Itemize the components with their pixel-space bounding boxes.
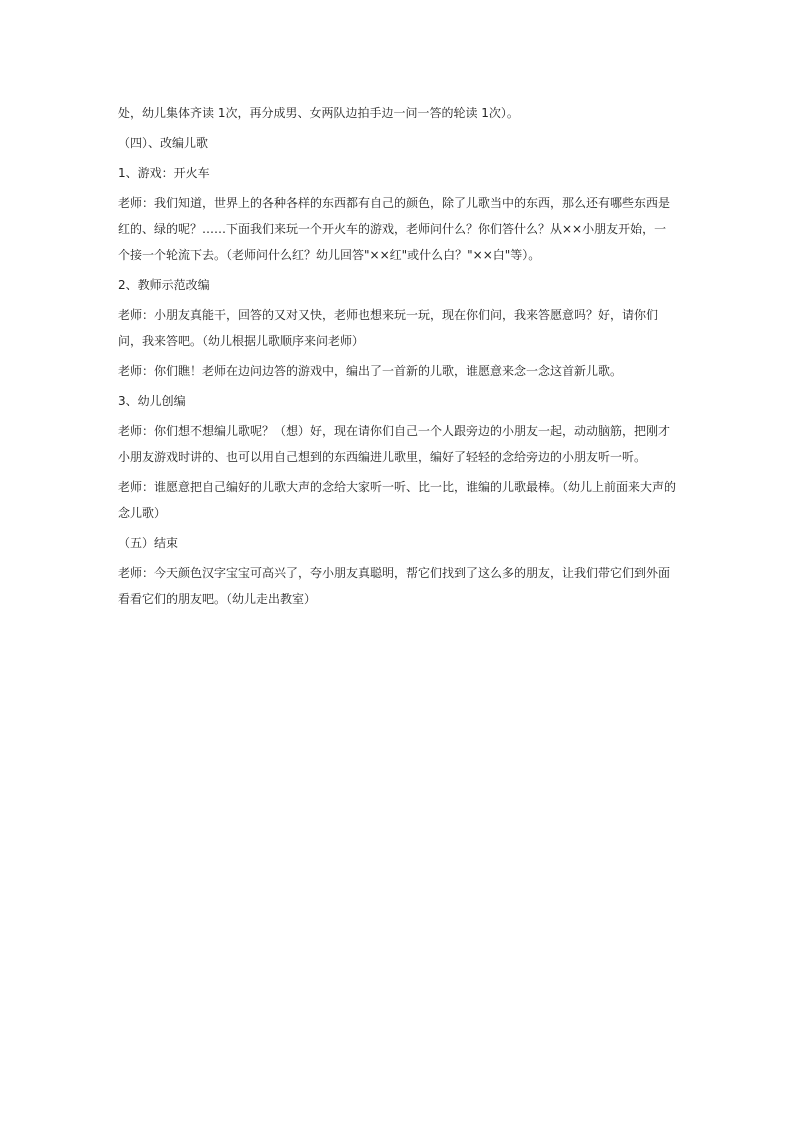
paragraph-train-game: 老师：我们知道，世界上的各种各样的东西都有自己的颜色，除了儿歌当中的东西，那么还有哪些东西是红的、绿的呢？……下面我们来玩一个开火车的游戏，老师问什么？你们答什么？从××小朋友开始，一个接一个轮流下去。（老师问什么红？幼儿回答"××红"或什么白？"××白"等）。 xyxy=(118,196,671,262)
paragraph-teacher-demo-1: 老师：小朋友真能干，回答的又对又快，老师也想来玩一玩，现在你们问，我来答愿意吗？好，请你们问，我来答吧。（幼儿根据儿歌顺序来问老师） xyxy=(118,308,659,348)
paragraph-children-create-2: 老师：谁愿意把自己编好的儿歌大声的念给大家听一听、比一比，谁编的儿歌最棒。（幼儿上前面来大声的念儿歌） xyxy=(118,480,677,520)
paragraph-teacher-demo-2: 老师：你们瞧！老师在边问边答的游戏中，编出了一首新的儿歌，谁愿意来念一念这首新儿歌。 xyxy=(118,364,623,378)
section-heading-adapt-song: （四）、改编儿歌 xyxy=(118,136,209,150)
subheading-train-game: 1、游戏：开火车 xyxy=(118,166,210,180)
paragraph-intro-continuation: 处，幼儿集体齐读 1次，再分成男、女两队边拍手边一问一答的轮读 1次）。 xyxy=(118,106,519,120)
document-page xyxy=(118,100,678,612)
subheading-teacher-demo: 2、教师示范改编 xyxy=(118,278,210,292)
paragraph-children-create-1: 老师：你们想不想编儿歌呢？（想）好，现在请你们自己一个人跟旁边的小朋友一起，动动脑筋，把刚才小朋友游戏时讲的、也可以用自己想到的东西编进儿歌里，编好了轻轻的念给旁边的小朋友听一听。 xyxy=(118,424,671,464)
paragraph-ending: 老师：今天颜色汉字宝宝可高兴了，夸小朋友真聪明，帮它们找到了这么多的朋友，让我们带它们到外面看看它们的朋友吧。（幼儿走出教室） xyxy=(118,566,671,606)
section-heading-ending: （五）结束 xyxy=(118,536,179,550)
subheading-children-create: 3、幼儿创编 xyxy=(118,394,186,408)
